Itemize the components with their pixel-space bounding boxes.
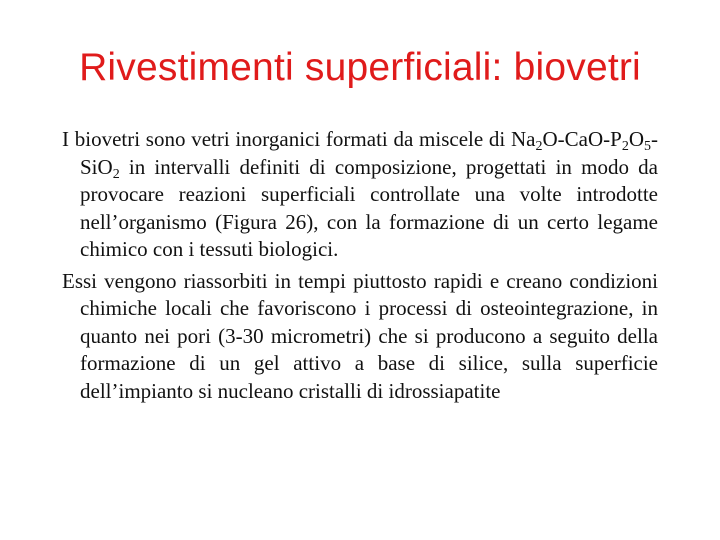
text-segment: in intervalli definiti di composizione, progettati in modo da provocare reazioni superficiali controllate una volte introdotte nell’organismo (Figura 26), con la formazione di un certo legame chimico con i tessuti biologici. bbox=[80, 154, 658, 261]
text-segment: Essi vengono riassorbiti in tempi piuttosto rapidi e creano condizioni chimiche locali che favoriscono i processi di osteointegrazione, in quanto nei pori (3-30 micrometri) che si producono a seguito della formazione di un gel attivo a base di silice, sulla superficie dell’impianto si nucleano cristalli di idrossiapatite bbox=[62, 268, 658, 403]
body-text bbox=[62, 126, 658, 409]
subscript: 5 bbox=[644, 139, 651, 154]
slide-title: Rivestimenti superficiali: biovetri bbox=[79, 46, 641, 89]
paragraph-riassorbimento bbox=[62, 268, 658, 406]
subscript: 2 bbox=[535, 139, 543, 154]
text-segment: O bbox=[628, 127, 644, 151]
text-segment: I biovetri sono vetri inorganici formati da miscele di Na bbox=[62, 127, 536, 151]
subscript: 2 bbox=[112, 166, 120, 182]
text-segment: -SiO bbox=[80, 127, 658, 179]
subscript: 2 bbox=[621, 139, 629, 154]
paragraph-biovetri-definition bbox=[62, 126, 658, 264]
text-segment: O-CaO-P bbox=[542, 127, 622, 151]
